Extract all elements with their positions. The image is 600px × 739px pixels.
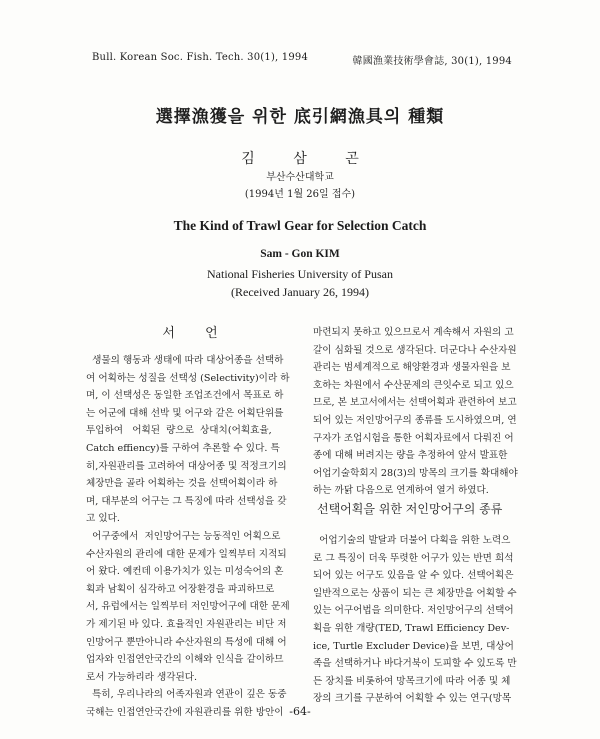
text-line: 며, 이 선택성은 동일한 조업조건에서 목표로 하: [86, 390, 284, 402]
text-line: 히,자원관리를 고려하여 대상어종 및 적정크기의: [86, 460, 287, 472]
text-line: 여 어획하는 성질을 선택성 (Selectivity)이라 하: [86, 372, 290, 384]
text-line: 있는 어구어법을 의미한다. 저인망어구의 선택어: [313, 605, 514, 617]
text-line: 호하는 차원에서 수산문제의 큰잇수로 되고 있으: [313, 379, 514, 391]
text-line: 되어 있는 저인망어구의 종류를 도시하였으며, 연: [313, 414, 517, 426]
text-line: 족을 선택하거나 바다거북이 도피할 수 있도록 만: [313, 658, 517, 670]
text-line: 갈이 심화될 것으로 생각된다. 더군다나 수산자원: [313, 344, 517, 356]
text-line: 므로, 본 보고서에서는 선택어획과 관련하여 보고: [313, 397, 517, 409]
text-line: 특히, 우리나라의 어족자원과 연관이 깊은 동중: [86, 689, 287, 701]
text-line: 획과 남획이 심각하고 어장환경을 파괴하므로: [86, 583, 275, 595]
text-line: 장의 크기를 구분하여 어획할 수 있는 연구(망목: [313, 693, 512, 705]
section-heading-introduction: 서 언: [162, 326, 218, 341]
text-line: 국해는 인접연안국간에 자원관리를 위한 방안이: [86, 706, 284, 718]
text-line: ice, Turtle Excluder Device)을 보면, 대상어: [313, 640, 514, 652]
text-line: 획을 위한 개량(TED, Trawl Efficiency Dev-: [313, 622, 510, 634]
text-line: 가 제기된 바 있다. 효율적인 자원관리는 비단 저: [86, 618, 287, 630]
affiliation-korean: 부산수산대학교: [266, 172, 334, 183]
text-line: 업자와 인접연안국간의 이해와 인식을 같이하므: [86, 654, 284, 666]
text-line: 어업기술학회지 28(3)의 망목의 크기를 확대해야: [313, 467, 518, 479]
text-line: 든 장치를 비롯하여 망목크기에 따라 어종 및 체: [313, 675, 511, 687]
author-name-english: Sam - Gon KIM: [260, 248, 340, 260]
journal-header-ko: 韓國漁業技術學會誌, 30(1), 1994: [352, 56, 512, 67]
author-name-korean: 김 삼 곤: [241, 151, 359, 167]
section-heading-gear-types: 선택어획을 위한 저인망어구의 종류: [317, 502, 503, 516]
text-line: 로 그 특징이 더욱 뚜렷한 어구가 있는 반면 희석: [313, 552, 514, 564]
right-column-text-top: [313, 324, 521, 500]
paper-title-korean: 選擇漁獲을 위한 底引網漁具의 種類: [155, 107, 445, 127]
text-line: 서, 유럽에서는 일찍부터 저인망어구에 대한 문제: [86, 601, 290, 613]
text-line: 마련되지 못하고 있으므로서 계속해서 자원의 고: [313, 327, 514, 338]
paper-title-english: The Kind of Trawl Gear for Selection Catch: [173, 218, 427, 233]
text-line: 어구중에서 저인망어구는 능동적인 어획으로: [86, 530, 281, 542]
left-column-text: [86, 352, 294, 721]
page-number: -64-: [289, 705, 311, 718]
text-line: 며, 대부분의 어구는 그 특징에 따라 선택성을 갖: [86, 495, 287, 507]
text-line: 종에 대해 버려지는 량을 추정하여 앞서 발표한: [313, 450, 508, 462]
text-line: 일반적으로는 상품이 되는 큰 체장만을 어획할 수: [313, 587, 517, 599]
text-line: 하는 까닭 다음으로 연계하여 열거 하였다.: [313, 485, 489, 497]
text-line: 관리는 범세계적으로 해양환경과 생물자원을 보: [313, 362, 511, 374]
text-line: 구자가 조업시험을 통한 어획자료에서 다뤄진 어: [313, 432, 514, 444]
text-line: 는 어군에 대해 선박 및 어구와 같은 어획단위를: [86, 407, 284, 419]
journal-header-en: Bull. Korean Soc. Fish. Tech. 30(1), 1994: [92, 52, 309, 63]
text-line: 투입하여 어획된 량으로 상대치(어획효율,: [86, 425, 272, 437]
text-line: 체장만을 골라 어획하는 것을 선택어획이라 하: [86, 478, 278, 490]
text-line: 로서 가능하리라 생각된다.: [86, 671, 198, 683]
text-line: 생물의 행동과 생태에 따라 대상어종을 선택하: [86, 355, 284, 366]
text-line: 고 있다.: [86, 513, 120, 525]
text-line: 인망어구 뿐만아니라 수산자원의 특성에 대해 어: [86, 636, 287, 648]
right-column-text-bottom: [313, 532, 521, 708]
text-line: 어업기술의 발달과 더불어 다획을 위한 노력으: [313, 535, 511, 546]
text-line: 되어 있는 어구도 있음을 알 수 있다. 선택어획은: [313, 570, 514, 582]
received-date-korean: (1994년 1월 26일 접수): [244, 189, 356, 200]
text-line: 수산자원의 관리에 대한 문제가 일찍부터 지적되: [86, 548, 287, 560]
text-line: 어 왔다. 예컨데 이용가치가 있는 미성숙어의 혼: [86, 566, 284, 578]
received-date-english: (Received January 26, 1994): [231, 285, 369, 299]
text-line: Catch effiency)를 구하여 추론할 수 있다. 특: [86, 442, 280, 454]
affiliation-english: National Fisheries University of Pusan: [207, 267, 393, 281]
